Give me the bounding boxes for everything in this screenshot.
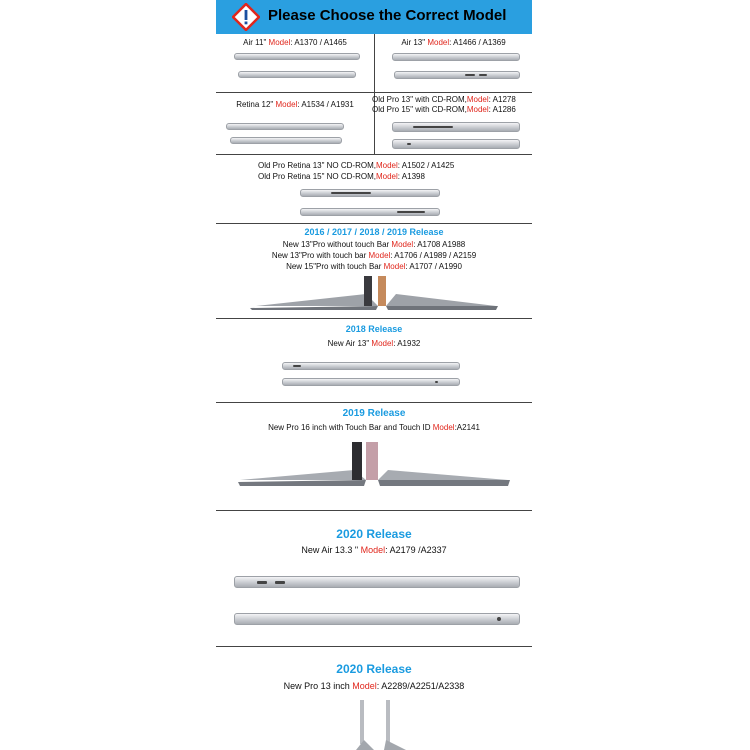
release-2019-title: 2019 Release [342, 408, 406, 419]
oldpro-retina-line1: Old Pro Retina 13" NO CD-ROM,Model: A1502 / A1425 [258, 161, 455, 170]
warning-exclamation-icon [232, 3, 260, 31]
oldpro-cd-line1: Old Pro 13" with CD-ROM,Model: A1278 [372, 95, 516, 104]
laptop-side-image [392, 122, 520, 132]
release-2016-line1: New 13"Pro without touch Bar Model: A1708 A1988 [282, 240, 466, 249]
release-2020-air-line: New Air 13.3 " Model: A2179 /A2337 [301, 545, 447, 555]
air13-label: Air 13" Model: A1466 / A1369 [401, 38, 506, 47]
release-2018-title: 2018 Release [345, 324, 403, 334]
retina12-label: Retina 12" Model: A1534 / A1931 [236, 100, 354, 109]
release-2016-title: 2016 / 2017 / 2018 / 2019 Release [304, 227, 444, 237]
release-2020-pro-title: 2020 Release [336, 662, 412, 676]
oldpro-cd-line2: Old Pro 15" with CD-ROM,Model: A1286 [372, 105, 516, 114]
release-2020-pro-line: New Pro 13 inch Model: A2289/A2251/A2338 [283, 681, 465, 691]
page-title: Please Choose the Correct Model [268, 7, 507, 24]
divider [216, 92, 532, 93]
release-2016-line2: New 13"Pro with touch bar Model: A1706 / A1989 / A2159 [271, 251, 477, 260]
laptop-side-image [226, 123, 344, 130]
air11-label: Air 11" Model: A1370 / A1465 [243, 38, 347, 47]
laptop-side-image [230, 137, 342, 144]
divider [216, 223, 532, 224]
laptop-open-image [346, 700, 416, 750]
header-banner [216, 0, 532, 34]
laptop-side-image [234, 613, 520, 625]
oldpro-retina-line2: Old Pro Retina 15" NO CD-ROM,Model: A1398 [258, 172, 425, 181]
release-2019-line: New Pro 16 inch with Touch Bar and Touch ID Model:A2141 [268, 423, 480, 432]
laptop-side-image [394, 71, 520, 79]
laptop-open-image [236, 440, 516, 488]
divider [374, 34, 375, 154]
laptop-side-image [238, 71, 356, 78]
release-2018-line: New Air 13" Model: A1932 [327, 339, 421, 348]
laptop-side-image [282, 378, 460, 386]
release-2016-line3: New 15"Pro with touch Bar Model: A1707 / A1990 [286, 262, 462, 271]
laptop-side-image [300, 189, 440, 197]
laptop-side-image [234, 53, 360, 60]
release-2020-air-title: 2020 Release [336, 527, 412, 541]
laptop-open-image [246, 272, 506, 312]
laptop-side-image [234, 576, 520, 588]
model-guide-panel [216, 0, 532, 750]
laptop-side-image [282, 362, 460, 370]
laptop-side-image [300, 208, 440, 216]
divider [216, 318, 532, 319]
divider [216, 402, 532, 403]
divider [216, 646, 532, 647]
divider [216, 154, 532, 155]
laptop-side-image [392, 53, 520, 61]
divider [216, 510, 532, 511]
laptop-side-image [392, 139, 520, 149]
